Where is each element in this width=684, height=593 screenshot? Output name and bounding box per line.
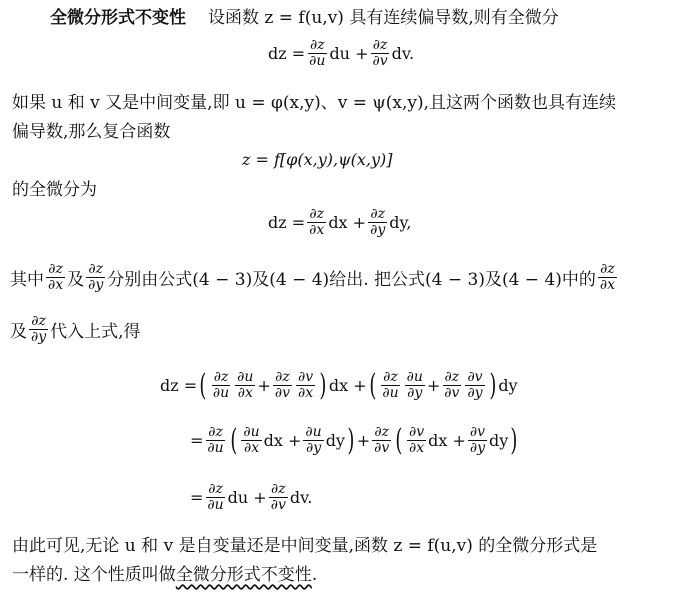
eq4-r1-f6-num: ∂u [406, 369, 423, 385]
paragraph-line-7: 由此可见,无论 u 和 v 是自变量还是中间变量,函数 z = f(u,v) 的全微分形式是 [12, 536, 598, 556]
eq1-frac-1-num: ∂z [309, 37, 325, 53]
eq4-row2-close-paren-1: ) [347, 422, 355, 458]
eq4-r1-f8-num: ∂v [467, 369, 483, 385]
eq4-r1-f4-num: ∂v [297, 369, 314, 385]
eq4-r3-f1-num: ∂z [208, 481, 223, 497]
emphasized-term: 全微分形式不变性 [175, 565, 312, 585]
paragraph-line-6 [10, 314, 141, 345]
eq4-r2-f6-den: ∂y [469, 440, 486, 456]
eq4-r2-plus: + [356, 431, 371, 450]
eq4-row1-open-paren-1: ( [199, 367, 207, 403]
eq4-r3-f2-num: ∂z [270, 481, 286, 497]
line5-text-2: 及 [67, 270, 85, 290]
eq4-r1-f7-den: ∂v [444, 385, 460, 401]
eq4-r2-f3-den: ∂y [305, 440, 322, 456]
eq1-frac-2 [370, 38, 389, 69]
eq1-lhs: dz = [268, 44, 306, 63]
eq4-r3-f2 [269, 482, 288, 513]
eq3-frac-2-num: ∂z [370, 206, 385, 222]
line8-text: 一样的. 这个性质叫做 [12, 565, 176, 585]
eq4-r1-plus-1: + [257, 376, 271, 395]
eq4-r1-dy: dy [498, 376, 518, 395]
eq4-r1-f8-den: ∂y [467, 385, 483, 401]
eq3-term-1: dx + [328, 213, 367, 232]
line6-text-1: 及 [10, 322, 27, 342]
line5-text-1: 其中 [10, 270, 44, 290]
eq4-r2-f4-num: ∂z [374, 424, 389, 440]
eq4-r1-f7 [442, 370, 461, 401]
eq4-r1-f2-den: ∂x [237, 385, 253, 401]
paragraph-line-8 [12, 565, 317, 585]
line6-frac-den: ∂y [31, 329, 47, 345]
eq1-frac-2-den: ∂v [372, 53, 388, 69]
paragraph-line-3: 偏导数,那么复合函数 [12, 122, 171, 142]
eq4-r1-f3 [273, 370, 292, 401]
equation-total-differential-xy [268, 207, 411, 238]
eq4-row1-close-paren-2: ) [488, 367, 496, 403]
eq4-row2-close-paren-2: ) [510, 422, 518, 458]
eq4-r1-f1-num: ∂z [213, 369, 229, 385]
eq4-row1-close-paren-1: ) [319, 367, 327, 403]
eq4-r1-f1 [211, 370, 231, 401]
intro-line [50, 8, 559, 28]
line5-frac-c-den: ∂x [599, 277, 616, 293]
line8-period: . [311, 565, 318, 585]
eq4-r1-f4 [296, 370, 315, 401]
eq4-r2-dy-1: dy [325, 431, 345, 450]
eq4-r1-f8 [465, 370, 484, 401]
eq4-row1-lhs: dz = [160, 376, 198, 395]
eq4-r1-dx: dx + [328, 376, 367, 395]
eq4-r2-f1-num: ∂z [208, 424, 223, 440]
paragraph-line-4: 的全微分为 [12, 180, 97, 200]
eq1-frac-2-num: ∂z [372, 37, 388, 53]
section-heading: 全微分形式不变性 [50, 8, 186, 28]
eq3-frac-1 [307, 207, 326, 238]
eq3-frac-2 [368, 207, 387, 238]
eq4-r2-f3-num: ∂u [305, 424, 322, 440]
eq4-r1-f1-den: ∂u [212, 385, 230, 401]
eq4-r2-f1-den: ∂u [207, 440, 224, 456]
eq4-r2-f4-den: ∂v [374, 440, 390, 456]
eq4-r2-dy-2: dy [489, 431, 509, 450]
eq4-r1-f3-den: ∂v [274, 385, 290, 401]
line5-text-3: 分别由公式(4 − 3)及(4 − 4)给出. 把公式(4 − 3)及(4 − 4)中的 [107, 270, 596, 290]
line5-frac-a [46, 262, 65, 293]
eq4-r2-f2-den: ∂x [243, 440, 260, 456]
eq3-lhs: dz = [268, 213, 306, 232]
eq1-term-2: dv. [391, 44, 415, 63]
eq4-r2-f4 [372, 425, 391, 456]
line5-frac-a-den: ∂x [48, 277, 64, 293]
eq4-row1-open-paren-2: ( [368, 367, 376, 403]
eq3-term-2: dy, [389, 213, 412, 232]
eq4-r3-f1 [205, 482, 225, 513]
eq4-r2-f5-den: ∂x [408, 440, 425, 456]
eq4-r3-dv: dv. [289, 488, 313, 507]
eq4-r2-f6 [468, 425, 487, 456]
eq1-frac-1-den: ∂u [309, 53, 326, 69]
eq3-frac-2-den: ∂y [370, 222, 386, 238]
eq4-r1-f2-num: ∂u [237, 369, 254, 385]
eq4-r1-f5-den: ∂u [382, 385, 399, 401]
eq4-r2-dx: dx + [263, 431, 302, 450]
eq1-frac-1 [307, 38, 327, 69]
eq4-r1-f3-num: ∂z [275, 369, 290, 385]
paragraph-line-2: 如果 u 和 v 又是中间变量,即 u = φ(x,y)、v = ψ(x,y),且这两个函数也具有连续 [12, 93, 616, 113]
eq4-r2-f5-num: ∂v [408, 424, 425, 440]
eq4-r2-f6-num: ∂v [469, 424, 486, 440]
line5-frac-b [86, 262, 105, 293]
eq4-row-3 [190, 482, 312, 513]
line6-text-2: 代入上式,得 [50, 322, 141, 342]
eq3-frac-1-den: ∂x [309, 222, 325, 238]
eq4-r1-f2 [235, 370, 255, 401]
paragraph-line-5 [10, 262, 619, 293]
equation-total-differential-uv [268, 38, 414, 69]
eq3-frac-1-num: ∂z [309, 206, 325, 222]
eq4-r2-f3 [303, 425, 323, 456]
eq4-row-2 [190, 422, 520, 458]
eq4-r2-dx-2: dx + [428, 431, 466, 450]
eq4-r1-f6-den: ∂y [407, 385, 423, 401]
line5-frac-b-den: ∂y [88, 277, 104, 293]
eq1-term-1: du + [329, 44, 369, 63]
eq4-r1-f5-num: ∂z [383, 369, 398, 385]
eq4-r3-du: du + [227, 488, 267, 507]
eq4-row-1 [160, 367, 518, 403]
line6-frac [29, 314, 48, 345]
eq4-r1-f4-den: ∂x [297, 385, 314, 401]
eq4-row3-equals: = [190, 488, 204, 507]
eq4-row2-open-paren-1: ( [230, 422, 238, 458]
eq4-row2-open-paren-2: ( [395, 422, 403, 458]
eq4-r1-plus-2: + [426, 376, 441, 395]
eq4-r2-f2-num: ∂u [243, 424, 260, 440]
intro-text: 设函数 z = f(u,v) 具有连续偏导数,则有全微分 [208, 8, 559, 28]
line5-frac-a-num: ∂z [48, 261, 63, 277]
line5-frac-b-num: ∂z [88, 261, 104, 277]
eq4-r1-f5 [380, 370, 400, 401]
line5-frac-c-num: ∂z [600, 261, 615, 277]
eq4-r2-f5 [407, 425, 426, 456]
eq4-r3-f1-den: ∂u [207, 497, 224, 513]
eq4-r2-f1 [205, 425, 225, 456]
line5-frac-c [598, 262, 617, 293]
eq4-r2-f2 [241, 425, 261, 456]
eq4-r1-f6 [405, 370, 425, 401]
eq4-row2-equals: = [190, 431, 204, 450]
eq4-r1-f7-num: ∂z [444, 369, 460, 385]
eq4-r3-f2-den: ∂v [270, 497, 286, 513]
equation-composite-function: z = f[φ(x,y),ψ(x,y)] [242, 150, 393, 169]
line6-frac-num: ∂z [31, 313, 46, 329]
